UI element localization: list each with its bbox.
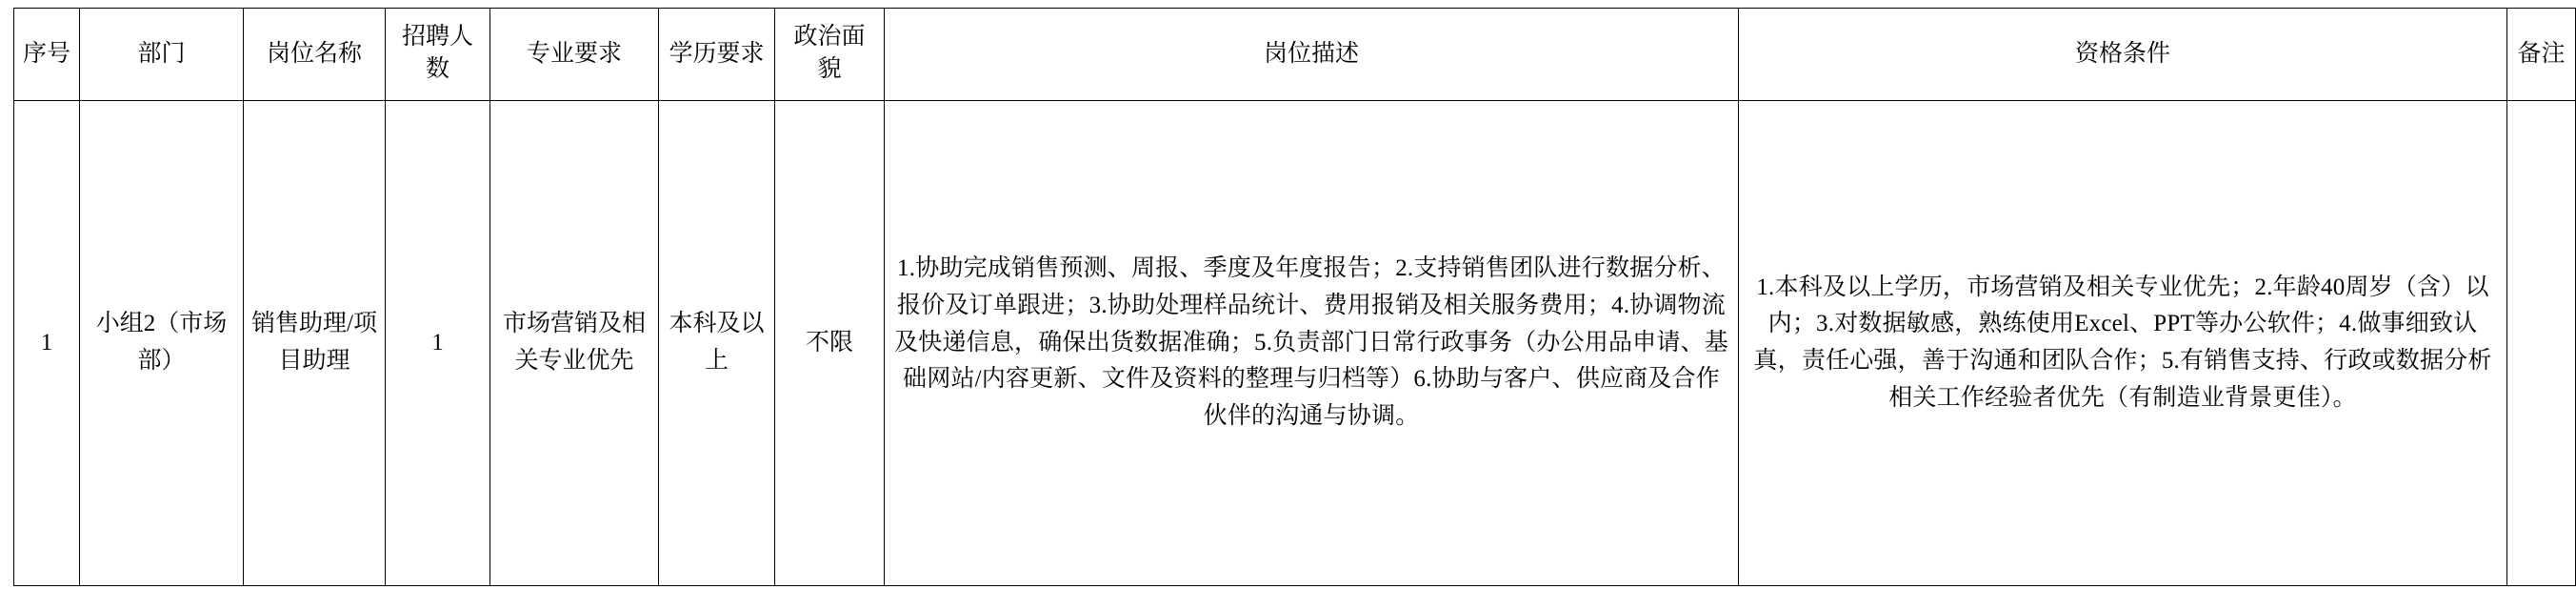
column-header-seq-label: 序号 xyxy=(22,40,70,67)
column-header-pol-label: 政治面貌 xyxy=(793,23,866,82)
table-body xyxy=(14,101,2576,586)
table-row xyxy=(14,101,2576,586)
column-header-edu-label: 学历要求 xyxy=(669,40,765,67)
cell-edu: 本科及以上 xyxy=(659,101,775,586)
column-header-num-label: 招聘人数 xyxy=(401,23,473,82)
cell-post: 销售助理/项目助理 xyxy=(244,101,386,586)
column-header-post-label: 岗位名称 xyxy=(266,40,362,67)
cell-num: 1 xyxy=(386,101,490,586)
column-header-remark xyxy=(2507,9,2576,101)
recruitment-table xyxy=(13,8,2576,586)
cell-remark xyxy=(2507,101,2576,586)
table-header-row xyxy=(14,9,2576,101)
cell-dept: 小组2（市场部） xyxy=(80,101,244,586)
column-header-edu xyxy=(659,9,775,101)
cell-qual: 1.本科及以上学历，市场营销及相关专业优先；2.年龄40周岁（含）以内；3.对数据敏感，熟练使用Excel、PPT等办公软件；4.做事细致认真，责任心强，善于沟通和团队合作；5.有销售支持、行政或数据分析相关工作经验者优先（有制造业背景更佳）。 xyxy=(1739,101,2507,586)
column-header-pol xyxy=(775,9,885,101)
column-header-remark-label: 备注 xyxy=(2517,40,2566,67)
table-header xyxy=(14,9,2576,101)
cell-pol: 不限 xyxy=(775,101,885,586)
column-header-desc: 岗位描述 xyxy=(885,9,1739,101)
column-header-dept: 部门 xyxy=(80,9,244,101)
column-header-qual: 资格条件 xyxy=(1739,9,2507,101)
column-header-seq xyxy=(14,9,80,101)
column-header-major: 专业要求 xyxy=(490,9,659,101)
column-header-post xyxy=(244,9,386,101)
column-header-num xyxy=(386,9,490,101)
cell-seq: 1 xyxy=(14,101,80,586)
cell-desc: 1.协助完成销售预测、周报、季度及年度报告；2.支持销售团队进行数据分析、报价及订单跟进；3.协助处理样品统计、费用报销及相关服务费用；4.协调物流及快递信息，确保出货数据准确；5.负责部门日常行政事务（办公用品申请、基础网站/内容更新、文件及资料的整理与归档等）6.协助与客户、供应商及合作伙伴的沟通与协调。 xyxy=(885,101,1739,586)
cell-major: 市场营销及相关专业优先 xyxy=(490,101,659,586)
